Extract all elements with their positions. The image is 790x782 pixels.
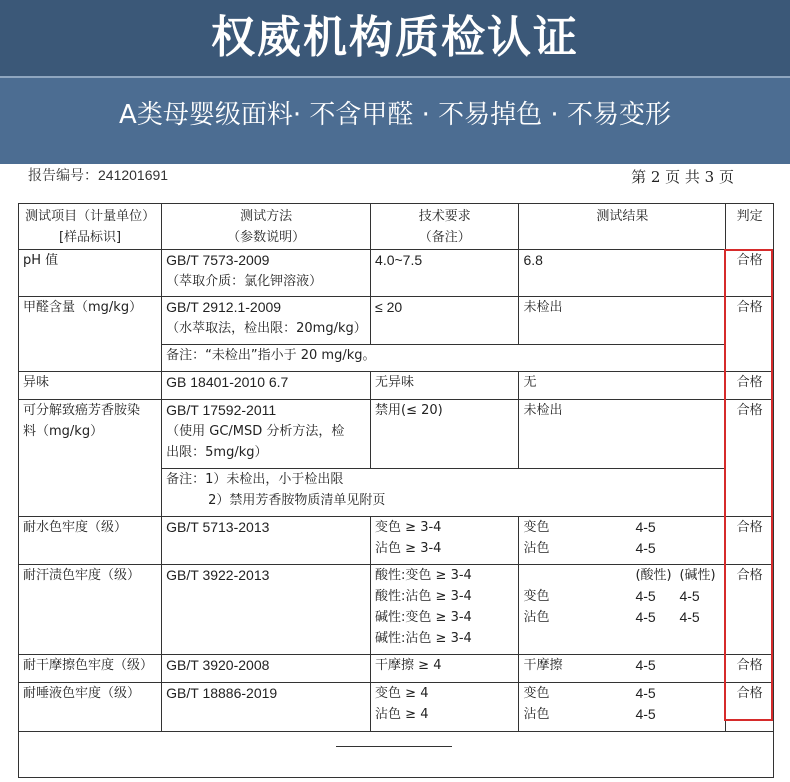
test-report-table [18, 203, 774, 778]
ph-verdict: 合格 [736, 253, 763, 268]
cell-method [162, 517, 371, 565]
amine-req: 禁用(≤ 20) [375, 403, 443, 418]
sweat-res1-acid: 4-5 [635, 588, 656, 604]
cell-result [519, 683, 726, 732]
saliva-res2-value: 4-5 [635, 706, 656, 722]
amine-method-note2: 出限：5mg/kg） [166, 445, 268, 460]
water-item: 耐水色牢度（级） [23, 520, 128, 535]
water-req1: 变色 ≥ 3-4 [375, 520, 442, 535]
table-row [19, 297, 774, 345]
formaldehyde-method-note: （水萃取法，检出限：20mg/kg） [166, 321, 367, 336]
cell-item [19, 683, 162, 732]
header-result-l1: 测试结果 [596, 209, 649, 224]
cell-result [519, 655, 726, 683]
water-res2-label: 沾色 [523, 541, 550, 556]
sweat-res1-label: 变色 [523, 589, 550, 604]
sweat-req4: 碱性:沾色 ≥ 3-4 [375, 631, 472, 646]
rub-item: 耐干摩擦色牢度（级） [23, 658, 154, 673]
report-number-label: 报告编号： [28, 167, 98, 183]
cell-result [519, 372, 726, 400]
rub-verdict: 合格 [736, 658, 763, 673]
saliva-res2-label: 沾色 [523, 707, 550, 722]
header-result [519, 204, 726, 250]
sweat-res2-acid: 4-5 [635, 609, 656, 625]
sweat-req3: 碱性:变色 ≥ 3-4 [375, 610, 472, 625]
cell-method [162, 250, 371, 297]
ph-result: 6.8 [523, 252, 543, 268]
water-req2: 沾色 ≥ 3-4 [375, 541, 442, 556]
cell-item [19, 565, 162, 655]
cell-requirement [371, 655, 519, 683]
header-item-l1: 测试项目（计量单位） [25, 209, 156, 224]
ph-req: 4.0~7.5 [375, 252, 423, 268]
cell-item [19, 250, 162, 297]
banner-divider [0, 76, 790, 78]
sweat-head-alkaline: (碱性) [679, 568, 716, 583]
cell-requirement [371, 250, 519, 297]
ph-method-note: （萃取介质：氯化钾溶液） [166, 274, 323, 289]
water-method: GB/T 5713-2013 [166, 519, 270, 535]
sweat-req2: 酸性:沾色 ≥ 3-4 [375, 589, 472, 604]
table-row [19, 400, 774, 469]
sweat-res2-alkaline: 4-5 [679, 609, 700, 625]
formaldehyde-verdict: 合格 [736, 300, 763, 315]
saliva-res1-label: 变色 [523, 686, 550, 701]
water-res2-value: 4-5 [635, 540, 656, 556]
cell-result [519, 565, 726, 655]
cell-item [19, 517, 162, 565]
header-item [19, 204, 162, 250]
rub-res1-label: 干摩擦 [523, 658, 563, 673]
cell-requirement [371, 565, 519, 655]
formaldehyde-result: 未检出 [523, 300, 563, 315]
table-row [19, 517, 774, 565]
header-req-l1: 技术要求 [418, 209, 471, 224]
table-row [19, 565, 774, 655]
cell-requirement [371, 297, 519, 345]
saliva-req1: 变色 ≥ 4 [375, 686, 429, 701]
cell-requirement [371, 683, 519, 732]
table-row [19, 683, 774, 732]
amine-method-note1: （使用 GC/MSD 分析方法，检 [166, 424, 345, 439]
cell-method [162, 565, 371, 655]
cell-result [519, 297, 726, 345]
cell-requirement [371, 400, 519, 469]
formaldehyde-note: 备注：“未检出”指小于 20 mg/kg。 [166, 348, 376, 363]
rub-result-grid [523, 655, 721, 676]
cell-note [162, 469, 726, 517]
cell-item [19, 655, 162, 683]
cell-method [162, 372, 371, 400]
cell-result [519, 250, 726, 297]
cell-note [162, 345, 726, 372]
cell-blank [19, 732, 774, 778]
water-result-grid [523, 517, 721, 559]
formaldehyde-item: 甲醛含量（mg/kg） [23, 300, 143, 315]
table-row [19, 655, 774, 683]
cell-item [19, 297, 162, 372]
header-method-l1: 测试方法 [240, 209, 293, 224]
amine-note1: 备注：1）未检出，小于检出限 [166, 472, 344, 487]
report-number-value: 241201691 [98, 167, 169, 183]
cell-result [519, 400, 726, 469]
amine-note2: 2）禁用芳香胺物质清单见附页 [208, 493, 386, 508]
header-req-l2: （备注） [418, 230, 471, 245]
sweat-res2-label: 沾色 [523, 610, 550, 625]
saliva-verdict: 合格 [736, 686, 763, 701]
rub-res1-value: 4-5 [635, 657, 656, 673]
saliva-res1-value: 4-5 [635, 685, 656, 701]
formaldehyde-req: ≤ 20 [375, 299, 403, 315]
odor-verdict: 合格 [736, 375, 763, 390]
water-verdict: 合格 [736, 520, 763, 535]
header-verdict [726, 204, 774, 250]
banner [0, 0, 790, 164]
report-number [28, 165, 168, 186]
sweat-verdict: 合格 [736, 568, 763, 583]
banner-title: 权威机构质检认证 [211, 12, 579, 63]
cell-method [162, 683, 371, 732]
rub-req1: 干摩擦 ≥ 4 [375, 658, 442, 673]
cell-result [519, 517, 726, 565]
saliva-result-grid [523, 683, 721, 725]
ph-method: GB/T 7573-2009 [166, 252, 270, 268]
saliva-method: GB/T 18886-2019 [166, 685, 278, 701]
banner-subtitle: A类母婴级面料· 不含甲醛 · 不易掉色 · 不易变形 [119, 100, 671, 130]
header-method-l2: （参数说明） [227, 230, 306, 245]
saliva-item: 耐唾液色牢度（级） [23, 686, 141, 701]
formaldehyde-method: GB/T 2912.1-2009 [166, 299, 282, 315]
header-requirement [371, 204, 519, 250]
rub-method: GB/T 3920-2008 [166, 657, 270, 673]
cell-method [162, 655, 371, 683]
sweat-res1-alkaline: 4-5 [679, 588, 700, 604]
sweat-method: GB/T 3922-2013 [166, 567, 270, 583]
cell-requirement [371, 372, 519, 400]
water-res1-value: 4-5 [635, 519, 656, 535]
cell-method [162, 297, 371, 345]
ph-item: pH 值 [23, 253, 59, 268]
table-row [19, 372, 774, 400]
water-res1-label: 变色 [523, 520, 550, 535]
odor-req: 无异味 [375, 375, 415, 390]
header-method [162, 204, 371, 250]
amine-item-l2: 料（mg/kg） [23, 424, 104, 439]
amine-result: 未检出 [523, 403, 563, 418]
verdict-highlight-box [724, 249, 773, 721]
cell-method [162, 400, 371, 469]
table-header-row [19, 204, 774, 250]
amine-item-l1: 可分解致癌芳香胺染 [23, 403, 141, 418]
amine-method: GB/T 17592-2011 [166, 402, 277, 418]
cell-item [19, 372, 162, 400]
odor-result: 无 [523, 375, 537, 390]
amine-verdict: 合格 [736, 403, 763, 418]
sweat-head-acid: (酸性) [635, 568, 672, 583]
header-item-l2: [样品标识] [58, 230, 122, 245]
header-verdict-l1: 判定 [736, 209, 763, 224]
cell-requirement [371, 517, 519, 565]
table-row [19, 250, 774, 297]
sweat-req1: 酸性:变色 ≥ 3-4 [375, 568, 472, 583]
sweat-item: 耐汗渍色牢度（级） [23, 568, 141, 583]
end-of-table-line [336, 746, 452, 747]
saliva-req2: 沾色 ≥ 4 [375, 707, 429, 722]
table-blank-row [19, 732, 774, 778]
sweat-result-grid [523, 565, 721, 628]
cell-item [19, 400, 162, 517]
page-number: 第 2 页 共 3 页 [631, 168, 734, 186]
odor-item: 异味 [23, 375, 50, 390]
odor-method: GB 18401-2010 6.7 [166, 374, 289, 390]
